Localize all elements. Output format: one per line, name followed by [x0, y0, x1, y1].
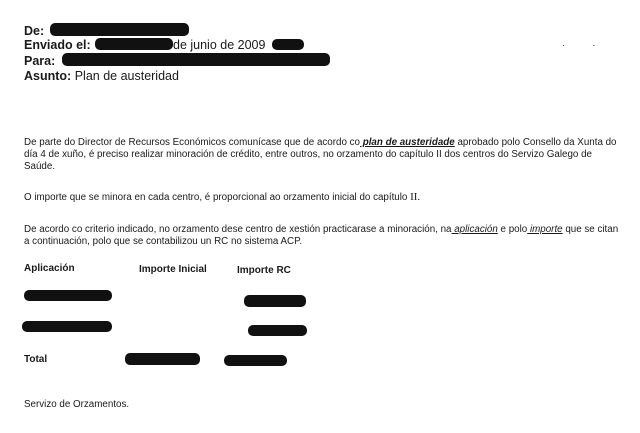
p1-text-end: aprobado polo Consello da Xunta do día 4 de xuño, é preciso realizar minoración de crédito, entre outros, no orzamento do capítulo II dos centros do Servizo Galego de Saúde.: [24, 137, 617, 172]
redacted-total-importe-rc: [224, 355, 287, 366]
subject-row: [24, 69, 179, 83]
plan-de-austeridade-link: plan de austeridade: [360, 137, 455, 148]
to-label: Para:: [24, 54, 56, 68]
column-header-importe-rc: Importe RC: [237, 265, 291, 276]
redacted-importe-rc-row-2: [248, 325, 307, 336]
redacted-aplicacion-row-2: [22, 321, 112, 332]
paragraph-3: [24, 224, 620, 248]
p2-text: O importe que se minora en cada centro, é proporcional ao orzamento inicial do capítulo: [24, 192, 411, 203]
p3-text-c: que se citan a continuación, polo que se contabilizou un RC no sistema ACP.: [24, 224, 619, 247]
redacted-importe-rc-row-1: [244, 295, 306, 307]
redacted-total-importe-inicial: [125, 353, 200, 365]
paragraph-2: [24, 191, 620, 204]
redacted-sent-time: [272, 39, 304, 50]
column-header-aplicacion: Aplicación: [24, 263, 75, 274]
paragraph-1: [24, 137, 620, 173]
p3-text-a: De acordo co criterio indicado, no orzamento dese centro de xestión practicarase a minoración, na: [24, 224, 452, 235]
sent-date-text: de junio de 2009: [173, 38, 266, 52]
p3-text-b: e polo: [497, 224, 528, 235]
sent-label: Enviado el:: [24, 38, 91, 52]
sent-row: [24, 38, 91, 52]
redacted-sent-day: [95, 38, 173, 50]
p1-text-start: De parte do Director de Recursos Económicos comunícase que de acordo co: [24, 137, 360, 148]
subject-label: Asunto:: [24, 69, 72, 83]
importe-link: importe: [527, 224, 563, 235]
from-label: De:: [24, 24, 45, 38]
scan-artifact-dots: · ·: [562, 40, 608, 51]
subject-value: Plan de austeridad: [74, 69, 179, 83]
total-label: Total: [24, 354, 48, 365]
signature: Servizo de Orzamentos.: [24, 399, 130, 410]
redacted-sender: [50, 23, 189, 36]
to-row: [24, 54, 55, 68]
aplicacion-link: aplicación: [451, 224, 498, 235]
redacted-aplicacion-row-1: [24, 290, 112, 301]
redacted-recipient: [62, 53, 330, 66]
p2-chapter-roman: II.: [410, 191, 421, 203]
column-header-importe-inicial: Importe Inicial: [139, 264, 207, 275]
from-row: [24, 24, 44, 38]
